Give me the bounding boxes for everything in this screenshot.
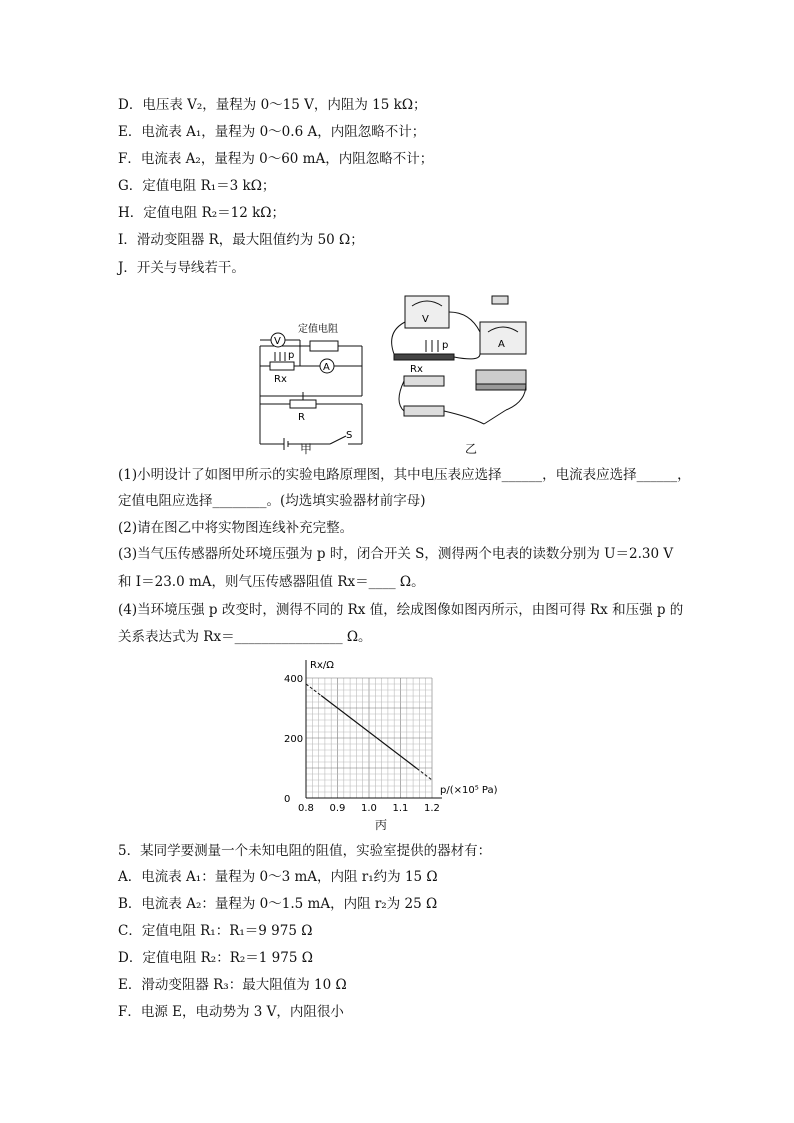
item-d: D．电压表 V₂，量程为 0～15 V，内阻为 15 kΩ； xyxy=(118,97,427,113)
pressure-label: p xyxy=(288,350,295,361)
question-4b: 关系表达式为 Rx＝________________ Ω。 xyxy=(118,629,372,645)
item-g: G．定值电阻 R₁＝3 kΩ； xyxy=(118,178,276,194)
question-2: (2)请在图乙中将实物图连线补充完整。 xyxy=(118,520,354,536)
caption-yi: 乙 xyxy=(465,442,478,456)
item-5f: F．电源 E，电动势为 3 V，内阻很小 xyxy=(118,1004,344,1020)
apparatus-diagram-yi xyxy=(380,292,540,442)
y-axis-label: Rx/Ω xyxy=(310,660,334,671)
voltmeter-label-yi: V xyxy=(422,314,429,325)
pressure-label-yi: p xyxy=(442,340,449,351)
item-5d: D．定值电阻 R₂：R₂＝1 975 Ω xyxy=(118,950,313,966)
question-4a: (4)当环境压强 p 改变时，测得不同的 Rx 值，绘成图像如图丙所示，由图可得 Rx 和压强 p 的 xyxy=(118,602,684,618)
question-3a: (3)当气压传感器所处环境压强为 p 时，闭合开关 S，测得两个电表的读数分别为 U＝2.30 V xyxy=(118,546,674,562)
item-5b: B．电流表 A₂：量程为 0～1.5 mA，内阻 r₂为 25 Ω xyxy=(118,896,438,912)
item-i: I．滑动变阻器 R，最大阻值约为 50 Ω； xyxy=(118,232,364,248)
item-j: J．开关与导线若干。 xyxy=(118,260,245,276)
rx-label: Rx xyxy=(274,374,287,385)
ammeter-label-yi: A xyxy=(498,339,505,350)
item-f: F．电流表 A₂，量程为 0～60 mA，内阻忽略不计； xyxy=(118,151,434,167)
x-tick-label: 1.0 xyxy=(361,803,377,814)
rheostat-label: R xyxy=(298,412,305,423)
y-tick-label: 200 xyxy=(284,734,304,745)
x-tick-label: 1.1 xyxy=(392,803,409,814)
rx-label-yi: Rx xyxy=(410,364,423,375)
caption-bing: 丙 xyxy=(375,818,388,832)
circuit-diagram-jia xyxy=(250,316,380,456)
voltmeter-label: V xyxy=(274,336,281,347)
problem-5-intro: 5．某同学要测量一个未知电阻的阻值，实验室提供的器材有： xyxy=(118,843,492,859)
ammeter-label: A xyxy=(323,362,330,373)
rx-pressure-chart xyxy=(280,652,520,832)
y-tick-label: 400 xyxy=(284,674,304,685)
fixed-resistor-label: 定值电阻 xyxy=(298,324,338,335)
item-e: E．电流表 A₁，量程为 0～0.6 A，内阻忽略不计； xyxy=(118,124,426,140)
y-tick-label: 0 xyxy=(284,794,291,805)
question-3b: 和 I＝23.0 mA，则气压传感器阻值 Rx＝____ Ω。 xyxy=(118,574,425,590)
x-axis-label: p/(×10⁵ Pa) xyxy=(440,785,498,796)
caption-jia: 甲 xyxy=(300,442,313,456)
item-5c: C．定值电阻 R₁：R₁＝9 975 Ω xyxy=(118,923,313,939)
x-tick-label: 0.8 xyxy=(298,803,314,814)
x-tick-label: 0.9 xyxy=(329,803,346,814)
item-5e: E．滑动变阻器 R₃：最大阻值为 10 Ω xyxy=(118,977,347,993)
switch-label: S xyxy=(346,430,353,441)
item-h: H．定值电阻 R₂＝12 kΩ； xyxy=(118,205,285,221)
item-5a: A．电流表 A₁：量程为 0～3 mA，内阻 r₁约为 15 Ω xyxy=(118,869,438,885)
question-1b: 定值电阻应选择________。(均选填实验器材前字母) xyxy=(118,493,426,509)
x-tick-label: 1.2 xyxy=(424,803,440,814)
question-1a: (1)小明设计了如图甲所示的实验电路原理图，其中电压表应选择______，电流表应选择______， xyxy=(118,467,691,483)
